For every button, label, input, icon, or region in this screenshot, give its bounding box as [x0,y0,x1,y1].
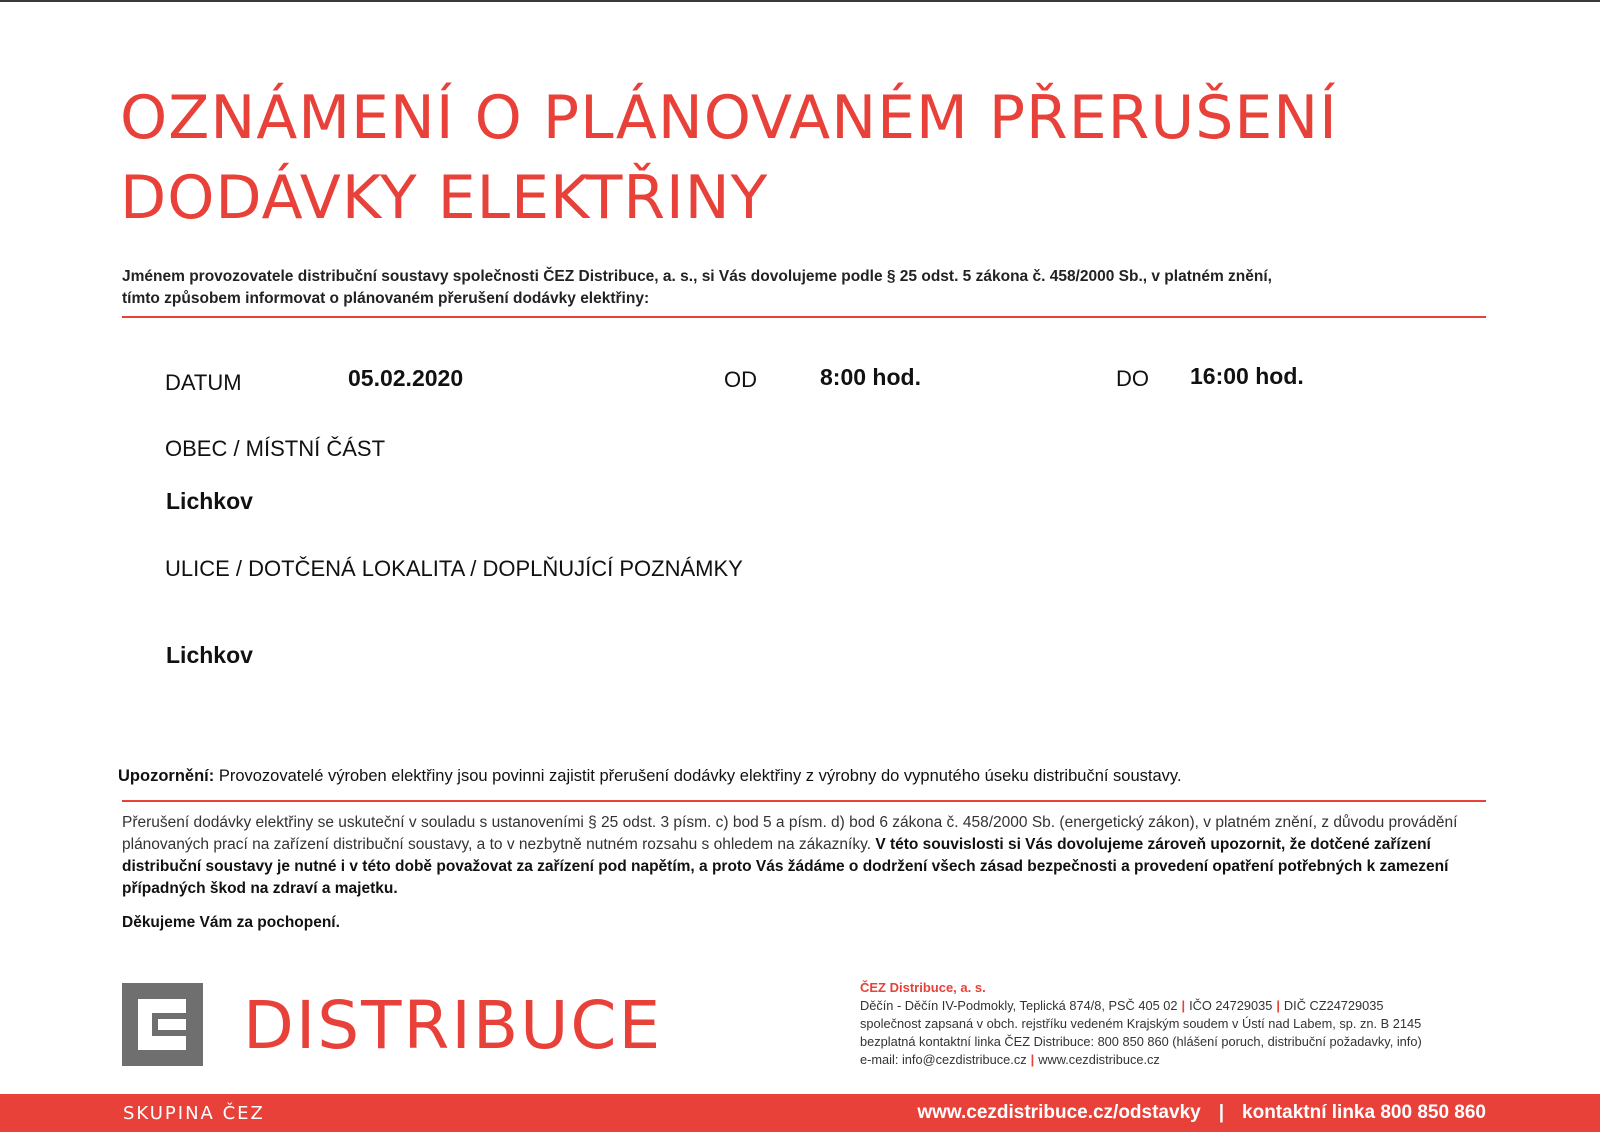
to-label: DO [1116,366,1149,391]
footer-url[interactable]: www.cezdistribuce.cz/odstavky [917,1102,1201,1123]
company-ico: IČO 24729035 [1189,998,1273,1013]
date-label: DATUM [165,370,242,395]
title-line-2: DODÁVKY ELEKTŘINY [120,163,769,233]
streets-value: Lichkov [166,642,253,668]
from-label: OD [724,367,757,392]
municipality-value: Lichkov [166,488,253,514]
intro-divider [122,316,1486,318]
company-info [860,979,1500,1069]
company-name: ČEZ Distribuce, a. s. [860,980,986,995]
page-title [120,78,1540,238]
warning-divider [122,800,1486,802]
warning-text: Provozovatelé výroben elektřiny jsou povinni zajistit přerušení dodávky elektřiny z výrobny do vypnutého úseku distribuční soustavy. [214,767,1182,785]
title-line-1: OZNÁMENÍ O PLÁNOVANÉM PŘERUŠENÍ [120,83,1338,153]
municipality-label: OBEC / MÍSTNÍ ČÁST [165,436,386,461]
warning-note [118,767,1558,786]
legal-text [122,812,1492,900]
company-email[interactable]: e-mail: info@cezdistribuce.cz [860,1052,1027,1067]
to-value: 16:00 hod. [1190,363,1304,389]
cez-logo-icon [122,983,203,1066]
legal-normal: Přerušení dodávky elektřiny se uskuteční v souladu s ustanoveními § 25 odst. 3 písm. c) bod 5 a písm. d) bod 6 zákona č. 458/2000 Sb. (energetický zákon), v platném znění, z důvodu provádění plánovaných prací na zařízení distribuční soustavy, a to v nezbytně nutném rozsahu s ohledem na zákazníky. [122,814,1458,853]
intro-line-1: Jménem provozovatele distribuční soustavy společnosti ČEZ Distribuce, a. s., si Vás dovolujeme podle § 25 odst. 5 zákona č. 458/2000 Sb., v platném znění, [122,268,1272,285]
company-address-line: Děčín - Děčín IV-Podmokly, Teplická 874/8, PSČ 405 02 | IČO 24729035 | DIČ CZ24729035 [860,998,1384,1013]
footer-links: www.cezdistribuce.cz/odstavky | kontaktní linka 800 850 860 [917,1102,1486,1123]
company-web[interactable]: www.cezdistribuce.cz [1038,1052,1160,1067]
company-registry: společnost zapsaná v obch. rejstříku vedeném Krajským soudem v Ústí nad Labem, sp. zn. B 2145 [860,1016,1422,1031]
company-address: Děčín - Děčín IV-Podmokly, Teplická 874/8, PSČ 405 02 [860,998,1178,1013]
top-border [0,0,1600,2]
cez-logo-mark [122,983,203,1066]
company-contact-line: e-mail: info@cezdistribuce.cz | www.cezdistribuce.cz [860,1052,1160,1067]
footer-bar [0,1094,1600,1132]
footer-contact: kontaktní linka 800 850 860 [1242,1102,1486,1123]
thanks-text: Děkujeme Vám za pochopení. [122,914,340,931]
company-dic: DIČ CZ24729035 [1283,998,1384,1013]
company-hotline: bezplatná kontaktní linka ČEZ Distribuce: 800 850 860 (hlášení poruch, distribuční požadavky, info) [860,1034,1422,1049]
brand-name: DISTRIBUCE [243,987,663,1064]
warning-label: Upozornění: [118,767,215,785]
intro-line-2: tímto způsobem informovat o plánovaném přerušení dodávky elektřiny: [122,290,650,307]
date-value: 05.02.2020 [348,365,464,391]
legal-bold: V této souvislosti si Vás dovolujeme zároveň upozornit, že dotčené zařízení distribuční soustavy je nutné i v této době považovat za zařízení pod napětím, a proto Vás žádáme o dodržení všech zásad bezpečnosti a provedení opatření potřebných k zamezení případných škod na zdraví a majetku. [122,836,1449,897]
from-value: 8:00 hod. [820,364,921,390]
intro-text [122,266,1502,310]
footer-group: SKUPINA ČEZ [123,1103,265,1124]
streets-label: ULICE / DOTČENÁ LOKALITA / DOPLŇUJÍCÍ POZNÁMKY [165,556,743,581]
